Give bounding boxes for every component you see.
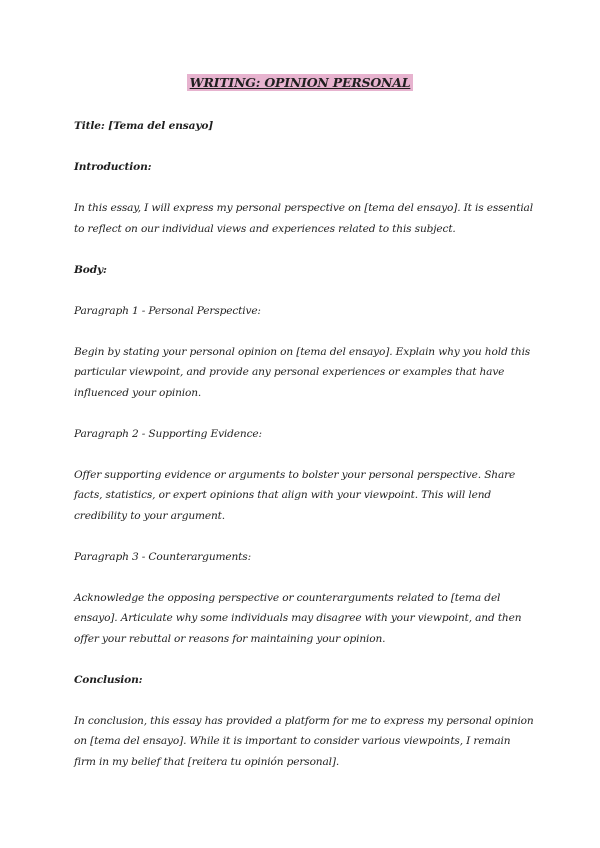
paragraph1-text: Begin by stating your personal opinion on [tema del ensayo]. Explain why you hold this particular viewpoint, and provide any personal experiences or examples that have influenced your opinion. bbox=[74, 345, 531, 399]
introduction-text: In this essay, I will express my personal perspective on [tema del ensayo]. It is essential to reflect on our individual views and experiences related to this subject. bbox=[74, 202, 533, 235]
paragraph1-heading: Paragraph 1 - Personal Perspective: bbox=[74, 304, 261, 317]
paragraph2-heading: Paragraph 2 - Supporting Evidence: bbox=[74, 427, 262, 440]
essay-title: Title: [Tema del ensayo] bbox=[74, 120, 214, 132]
paragraph2-text: Offer supporting evidence or arguments to bolster your personal perspective. Share facts, statistics, or expert opinions that align with your viewpoint. This will lend credibility to your argument. bbox=[74, 468, 516, 522]
document-body bbox=[74, 116, 534, 793]
conclusion-heading: Conclusion: bbox=[74, 673, 143, 686]
body-heading: Body: bbox=[74, 263, 107, 276]
paragraph3-text: Acknowledge the opposing perspective or counterarguments related to [tema del ensayo]. Articulate why some individuals may disagree with your viewpoint, and then offer your rebuttal or reasons for maintaining your opinion. bbox=[74, 591, 522, 645]
introduction-heading: Introduction: bbox=[74, 161, 152, 173]
conclusion-text: In conclusion, this essay has provided a platform for me to express my personal opinion on [tema del ensayo]. While it is important to consider various viewpoints, I remain firm in my belief that [reitera tu opinión personal]. bbox=[74, 714, 534, 768]
paragraph3-heading: Paragraph 3 - Counterarguments: bbox=[74, 550, 251, 563]
title-container bbox=[0, 72, 600, 91]
page-title: WRITING: OPINION PERSONAL bbox=[187, 74, 414, 91]
